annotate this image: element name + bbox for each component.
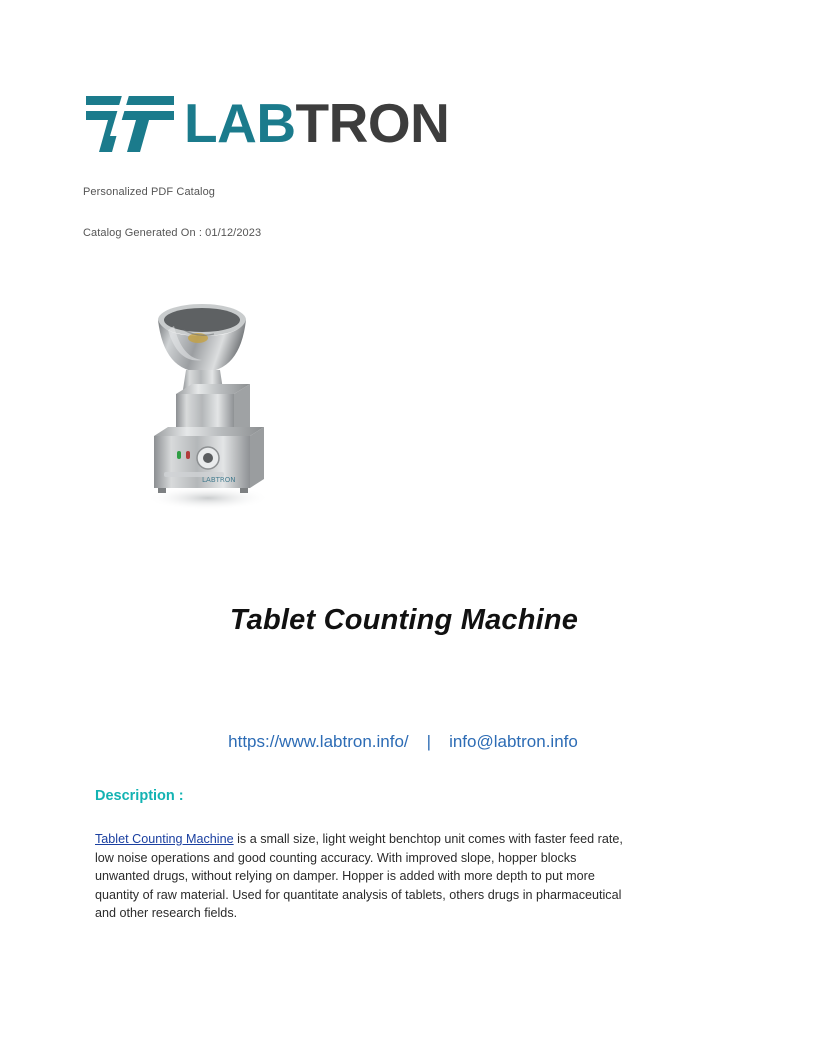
product-image bbox=[124, 286, 292, 518]
labtron-logo-icon bbox=[82, 92, 178, 154]
description-product-link[interactable]: Tablet Counting Machine bbox=[95, 832, 234, 846]
brand-name-tron: TRON bbox=[295, 91, 450, 154]
product-title-text: Tablet Counting Machine bbox=[229, 604, 579, 636]
description-text: is a small size, light weight benchtop unit comes with faster feed rate, low noise operations and good counting accuracy. With improved slope, hopper blocks unwanted drugs, without relying on damper. Hopper is added with more depth to put more quantity of raw material. Used for quantitate analysis of tablets, others drugs in pharmaceutical and other research fields. bbox=[95, 832, 623, 921]
link-separator: | bbox=[426, 732, 432, 751]
website-link[interactable]: https://www.labtron.info/ bbox=[228, 732, 409, 751]
brand-logo bbox=[82, 92, 449, 154]
brand-name-lab: LAB bbox=[184, 91, 296, 154]
catalog-label: Personalized PDF Catalog bbox=[83, 186, 216, 198]
catalog-generated-date: Catalog Generated On : 01/12/2023 bbox=[83, 227, 262, 239]
brand-wordmark bbox=[184, 91, 450, 154]
svg-text:LABTRON: LABTRON bbox=[202, 476, 236, 484]
description-body bbox=[95, 830, 627, 923]
email-link[interactable]: info@labtron.info bbox=[449, 732, 578, 751]
contact-links bbox=[0, 732, 816, 752]
description-heading: Description : bbox=[95, 788, 184, 804]
product-title bbox=[0, 604, 816, 637]
